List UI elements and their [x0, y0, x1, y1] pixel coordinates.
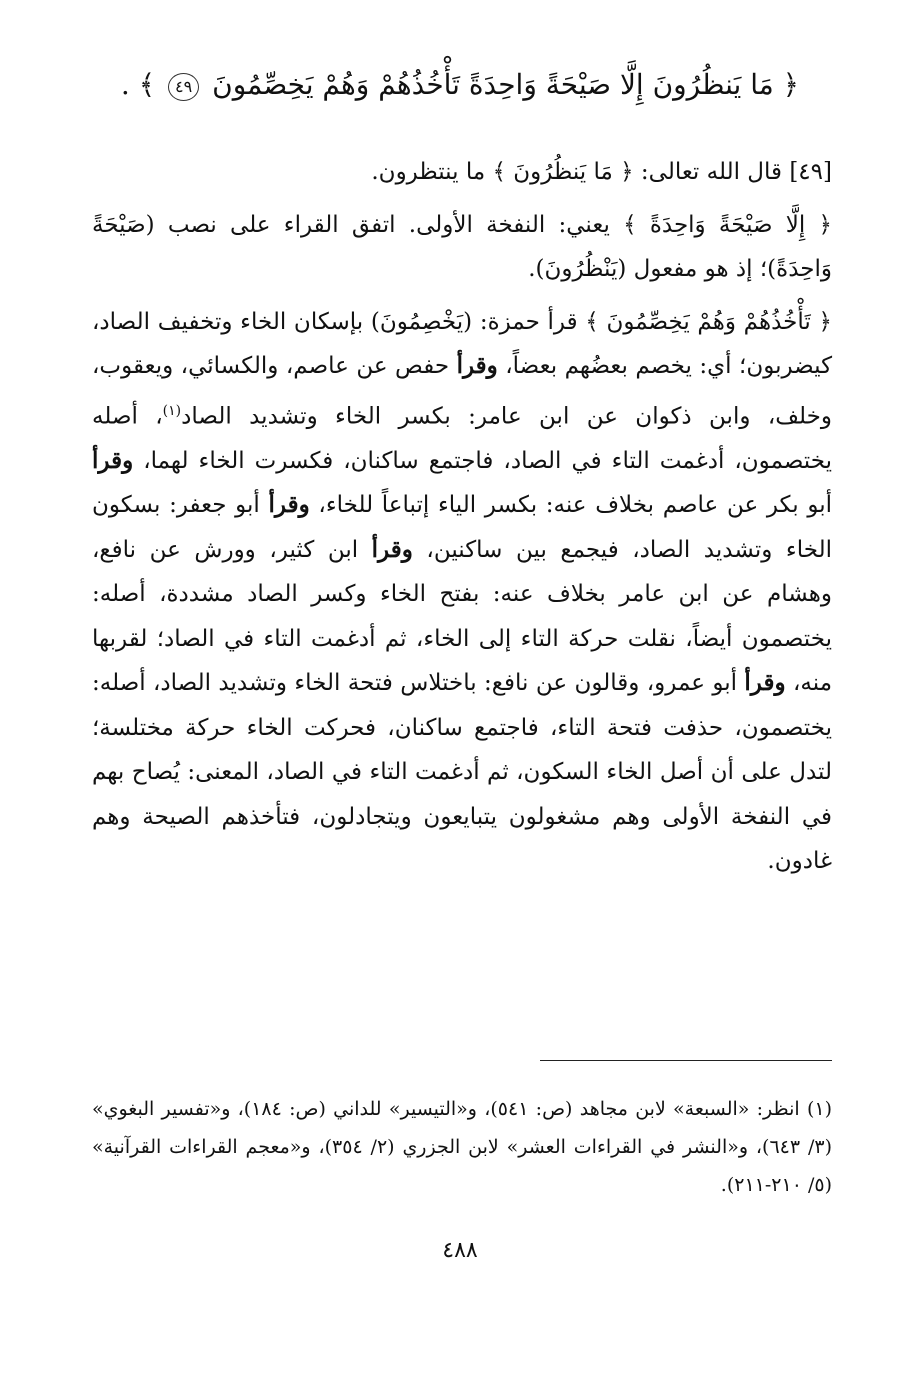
text-segment: ﴿ تَأْخُذُهُمْ وَهُمْ يَخِصِّمُونَ ﴾ قرأ حمزة: (يَخْصِمُونَ) بإسكان الخاء وتخفيف الصاد، كيضربون؛ أي: يخصم بعضُهم بعضاً،	[92, 308, 833, 379]
paragraph-sayha-wahida: ﴿ إِلَّا صَيْحَةً وَاحِدَةً ﴾ يعني: النفخة الأولى. اتفق القراء على نصب (صَيْحَةً وَاحِدَةً)؛ إذ هو مفعول (يَنْظُرُونَ).	[92, 211, 832, 282]
footnote-divider	[540, 1060, 832, 1061]
verse-closing: ﴾ .	[120, 68, 156, 101]
bold-keyword: وقرأ	[744, 669, 786, 697]
bold-keyword: وقرأ	[268, 491, 310, 519]
footnote: (١) انظر: «السبعة» لابن مجاهد (ص: ٥٤١)، و«التيسير» للداني (ص: ١٨٤)، و«تفسير البغوي» (٣/ ٦٤٣)، و«النشر في القراءات العشر» لابن الجزري (٢/ ٣٥٤)، و«معجم القراءات القرآنية» (٥/ ٢١٠-٢١١).	[92, 1098, 833, 1196]
text-segment: ، أصله يختصمون، أدغمت التاء في الصاد، فاجتمع ساكنان، فكسرت الخاء لهما،	[92, 403, 832, 474]
paragraph-verse-49: [٤٩] قال الله تعالى: ﴿ مَا يَنظُرُونَ ﴾ ما ينتظرون.	[371, 159, 832, 185]
page-number: ٤٨٨	[442, 1238, 478, 1263]
text-segment: أبو جعفر: بسكون الخاء وتشديد الصاد، فيجمع بين ساكنين،	[92, 492, 832, 563]
paragraph-readings	[92, 300, 832, 884]
verse-text: ﴿ مَا يَنظُرُونَ إِلَّا صَيْحَةً وَاحِدَةً تَأْخُذُهُمْ وَهُمْ يَخِصِّمُونَ	[212, 68, 800, 101]
ayah-number-marker: ٤٩	[168, 73, 199, 101]
footnote-reference[interactable]: (١)	[162, 402, 182, 419]
text-segment: أبو عمرو، وقالون عن نافع: باختلاس فتحة الخاء وتشديد الصاد، أصله: يختصمون، حذفت فتحة التاء، فاجتمع ساكنان، فحركت الخاء حركة مختلسة؛ لتدل على أن أصل الخاء السكون، ثم أدغمت التاء في الصاد، المعنى: يُصاح بهم في النفخة الأولى وهم مشغولون يتبايعون ويتجادلون، فتأخذهم الصيحة وهم غادون.	[92, 670, 832, 875]
bold-keyword: وقرأ	[371, 535, 413, 563]
text-segment: أبو بكر عن عاصم بخلاف عنه: بكسر الياء إتباعاً للخاء،	[318, 492, 833, 519]
bold-keyword: وقرأ	[456, 352, 498, 379]
text-segment: حفص عن عاصم، والكسائي، ويعقوب، وخلف، وابن ذكوان عن ابن عامر: بكسر الخاء وتشديد الصاد	[92, 353, 832, 430]
verse-header	[80, 64, 840, 106]
commentary-body	[92, 150, 832, 892]
text-segment: ابن كثير، وورش عن نافع، وهشام عن ابن عامر بخلاف عنه: بفتح الخاء وكسر الصاد مشددة، أصله: يختصمون أيضاً، نقلت حركة التاء إلى الخاء، ثم أدغمت التاء في الصاد؛ لقربها منه،	[92, 536, 833, 697]
bold-keyword: وقرأ	[92, 446, 134, 474]
